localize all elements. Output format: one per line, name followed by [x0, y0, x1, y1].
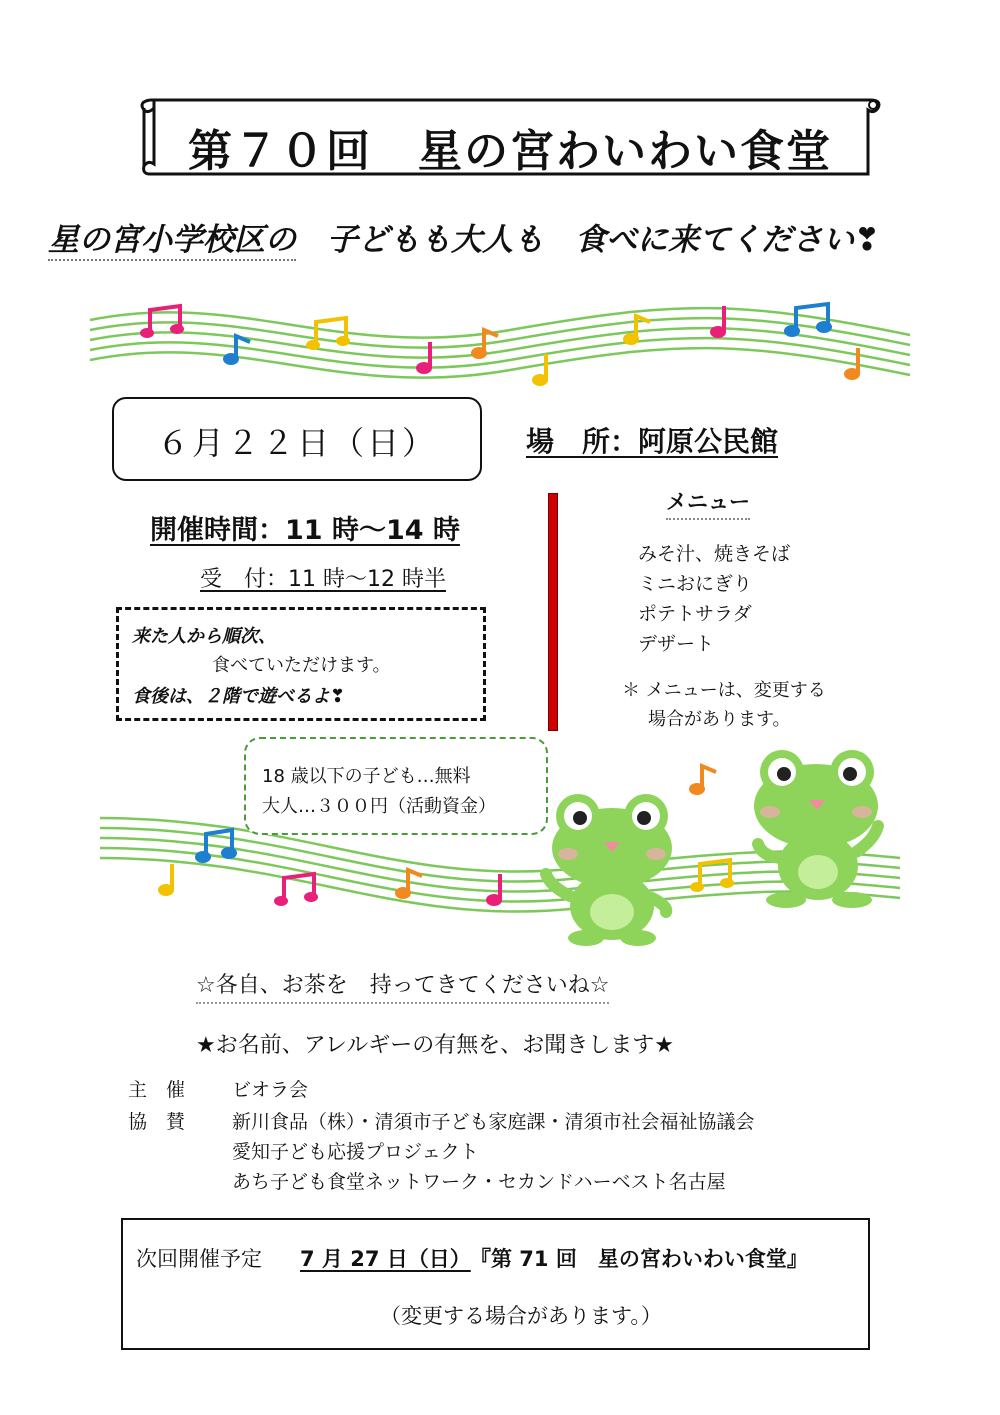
event-date: ６月２２日（日）	[156, 424, 437, 462]
frog-icon	[740, 740, 890, 910]
music-note-icon	[530, 352, 554, 386]
host-label: 主 催	[128, 1079, 186, 1101]
sponsor-line: あち子ども食堂ネットワーク・セカンドハーベスト名古屋	[232, 1171, 726, 1193]
sponsor-line: 愛知子ども応援プロジェクト	[232, 1141, 479, 1163]
music-note-icon	[274, 872, 320, 908]
reception-time: 受 付：11 時～12 時半	[200, 567, 446, 592]
tagline-part3: 食べに来てください	[575, 222, 854, 258]
menu-item: デザート	[638, 633, 715, 655]
music-note-icon	[484, 872, 508, 906]
music-note-icon	[414, 340, 438, 374]
music-note-icon	[156, 862, 180, 896]
heart-icon: ❣	[854, 222, 880, 258]
sponsor-line: 新川食品（株）・清須市子ども家庭課・清須市社会福祉協議会	[232, 1111, 755, 1133]
event-time: 開催時間：11 時～14 時	[150, 515, 460, 546]
tagline-part2: 子どもも大人も	[327, 222, 544, 258]
tagline-part1: 星の宮小学校区の	[48, 222, 296, 261]
divider	[548, 493, 558, 731]
host-value: ビオラ会	[232, 1079, 309, 1101]
next-event-label: 次回開催予定	[136, 1247, 262, 1271]
menu-note: 場合があります。	[648, 709, 791, 730]
music-note-icon	[708, 304, 732, 338]
music-note-icon	[622, 312, 656, 346]
notice-line: 来た人から順次、	[132, 626, 276, 647]
music-note-icon	[690, 858, 736, 894]
menu-item: ミニおにぎり	[638, 573, 753, 595]
sponsor-label: 協 賛	[128, 1111, 186, 1133]
notice-line: 食後は、２階で遊べるよ❣	[132, 686, 346, 707]
music-note-icon	[196, 826, 238, 864]
tagline	[48, 214, 968, 259]
music-note-icon	[688, 762, 722, 796]
next-event-note: （変更する場合があります。）	[380, 1304, 662, 1328]
music-note-icon	[140, 304, 186, 340]
music-note-icon	[470, 326, 504, 360]
next-event-date: 7 月 27 日（日）	[300, 1247, 471, 1271]
next-event-title: 『第 71 回 星の宮わいわい食堂』	[470, 1247, 808, 1271]
menu-item: ポテトサラダ	[638, 603, 752, 625]
menu-heading: メニュー	[666, 486, 750, 520]
music-note-icon	[222, 332, 256, 366]
music-note-icon	[842, 346, 866, 380]
music-note-icon	[394, 866, 428, 900]
bring-tea-note: ☆各自、お茶を 持ってきてくださいね☆	[196, 968, 609, 1004]
next-event-box	[121, 1218, 870, 1350]
music-note-icon	[306, 312, 352, 352]
menu-item: みそ汁、焼きそば	[638, 543, 791, 565]
price-line: 大人…３００円（活動資金）	[262, 796, 496, 817]
price-line: 18 歳以下の子ども…無料	[262, 766, 471, 787]
event-place: 場 所：阿原公民館	[526, 425, 779, 458]
allergy-note: ★お名前、アレルギーの有無を、お聞きします★	[196, 1033, 675, 1058]
page-title: 第７０回 星の宮わいわい食堂	[188, 126, 832, 177]
notice-line: 食べていただけます。	[212, 655, 391, 676]
menu-note: ＊ メニューは、変更する	[622, 680, 826, 701]
frog-icon	[540, 786, 680, 946]
music-note-icon	[784, 302, 834, 338]
